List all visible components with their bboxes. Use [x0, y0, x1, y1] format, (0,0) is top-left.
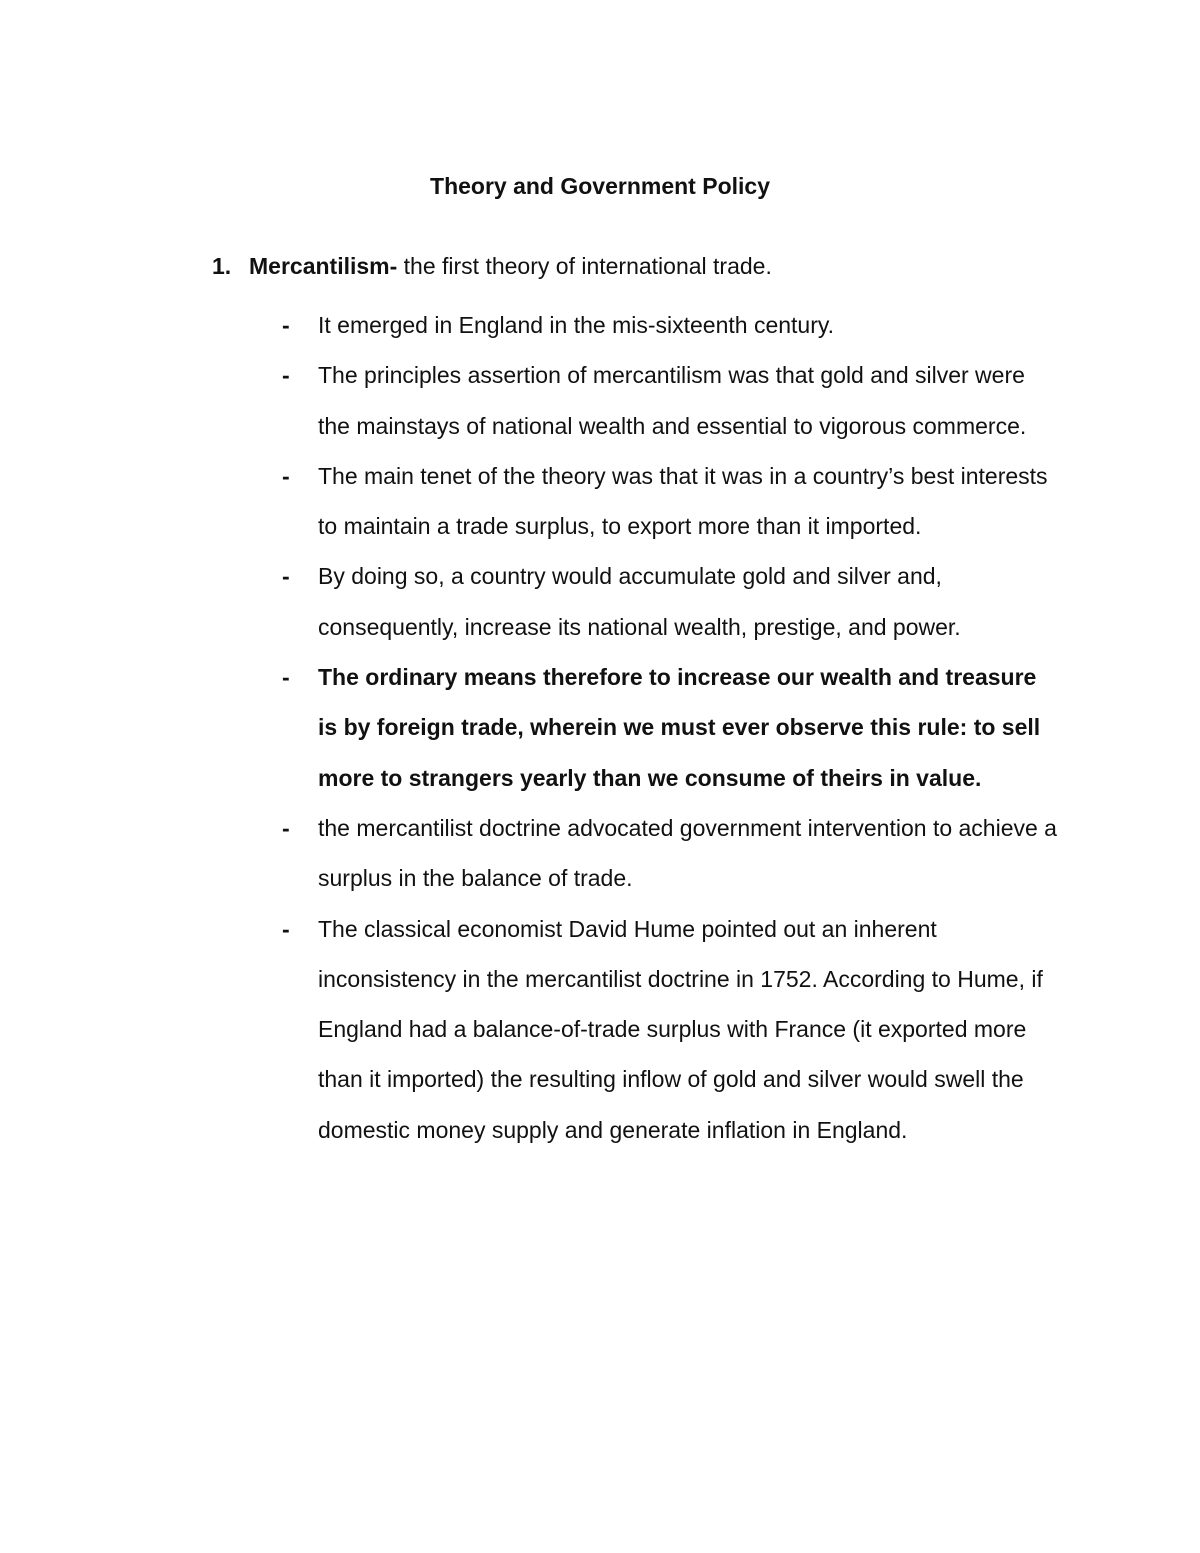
- section-term: Mercantilism-: [249, 253, 398, 279]
- bullet-item: [0, 904, 1058, 1155]
- bullet-text: The main tenet of the theory was that it was in a country’s best interests to maintain a trade surplus, to export more than it imported.: [318, 462, 1048, 540]
- bullet-item-quote: [0, 652, 1058, 803]
- bullet-text: The principles assertion of mercantilism was that gold and silver were the mainstays of national wealth and essential to vigorous commerce.: [318, 362, 1027, 439]
- bullet-text: the mercantilist doctrine advocated government intervention to achieve a surplus in the balance of trade.: [318, 814, 1057, 892]
- bullet-marker: -: [282, 362, 290, 389]
- bullet-marker: -: [282, 312, 290, 338]
- bullet-marker: -: [282, 563, 290, 590]
- bullet-marker: -: [282, 462, 290, 489]
- bullet-text: It emerged in England in the mis-sixteenth century.: [318, 312, 835, 338]
- bullet-item: [0, 451, 1058, 552]
- section-number: 1.: [212, 253, 232, 279]
- bullet-text: The ordinary means therefore to increase our wealth and treasure is by foreign trade, wherein we must ever observe this rule: to sell more to strangers yearly than we consume of theirs in value.: [318, 664, 1041, 791]
- bullet-item: [0, 551, 1058, 652]
- section-heading: [212, 250, 1072, 282]
- document-title: Theory and Government Policy: [430, 173, 770, 199]
- bullet-list: [0, 300, 1200, 1155]
- bullet-marker: -: [282, 915, 290, 942]
- bullet-item: [0, 803, 1058, 904]
- bullet-marker: -: [282, 664, 290, 691]
- bullet-item: [0, 350, 1058, 451]
- section-definition: the first theory of international trade.: [397, 253, 772, 279]
- bullet-text: The classical economist David Hume pointed out an inherent inconsistency in the mercantilist doctrine in 1752. According to Hume, if England had a balance-of-trade surplus with France (it exported more than it imported) the resulting inflow of gold and silver would swell the domestic money supply and generate inflation in England.: [318, 915, 1043, 1143]
- bullet-marker: -: [282, 814, 290, 841]
- bullet-item: [0, 300, 1058, 350]
- bullet-text: By doing so, a country would accumulate gold and silver and, consequently, increase its national wealth, prestige, and power.: [318, 563, 961, 640]
